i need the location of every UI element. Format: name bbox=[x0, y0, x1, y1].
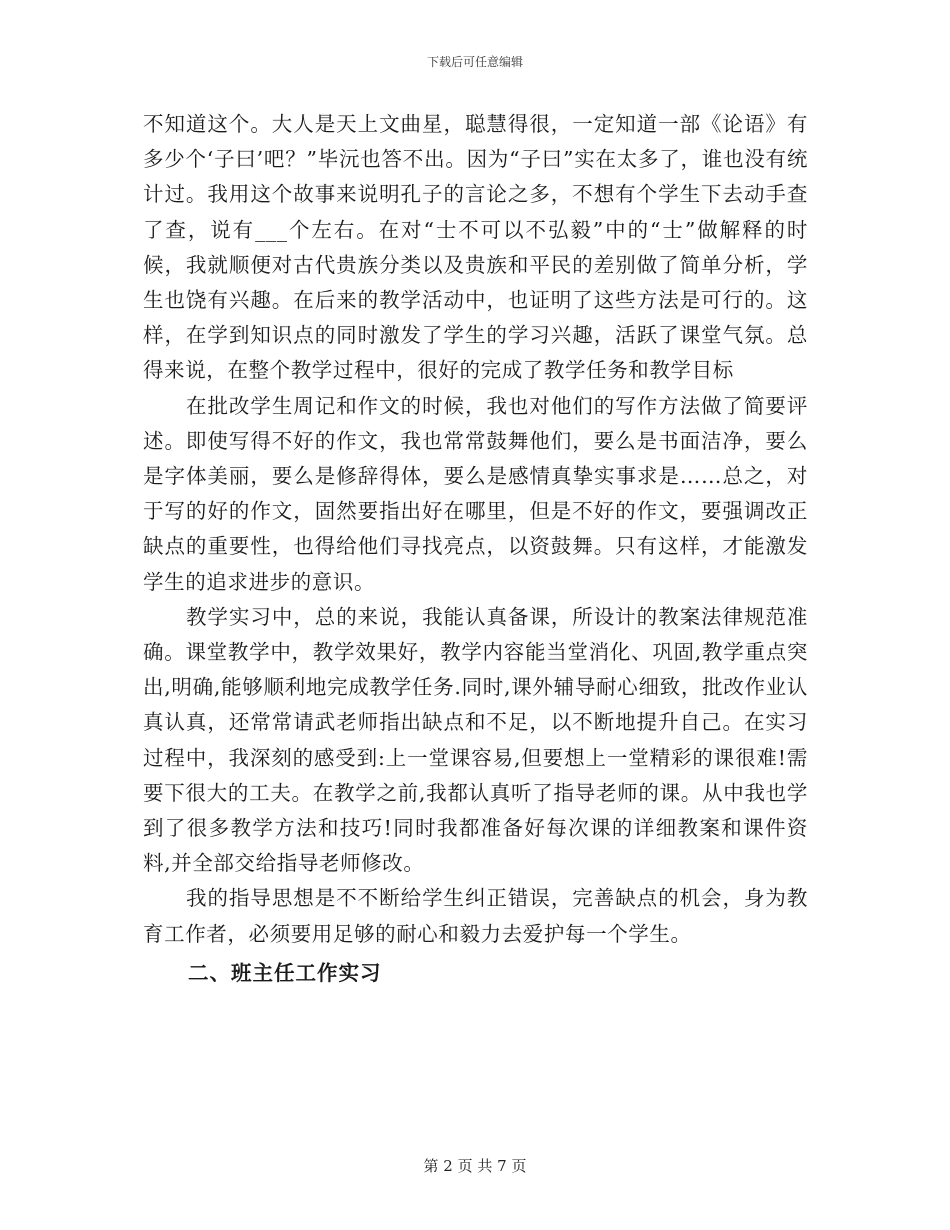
page-header: 下载后可任意编辑 bbox=[426, 55, 523, 69]
paragraph-4: 我的指导思想是不不断给学生纠正错误，完善缺点的机会，身为教育工作者，必须要用足够的耐心和毅力去爱护每一个学生。 bbox=[143, 886, 808, 946]
page-number: 第 2 页 共 7 页 bbox=[423, 1157, 527, 1175]
paragraph-2: 在批改学生周记和作文的时候，我也对他们的写作方法做了简要评述。即使写得不好的作文，我也常常鼓舞他们，要么是书面洁净，要么是字体美丽，要么是修辞得体，要么是感情真挚实事求是……总之，对于写的好的作文，固然要指出好在哪里，但是不好的作文，要强调改正缺点的重要性，也得给他们寻找亮点，以资鼓舞。只有这样，才能激发学生的追求进步的意识。 bbox=[143, 393, 808, 594]
section-heading: 二、班主任工作实习 bbox=[188, 960, 382, 985]
paragraph-3: 教学实习中，总的来说，我能认真备课，所设计的教案法律规范准确。课堂教学中，教学效果好，教学内容能当堂消化、巩固,教学重点突出,明确,能够顺利地完成教学任务.同时,课外辅导耐心细致，批改作业认真认真，还常常请武老师指出缺点和不足，以不断地提升自己。在实习过程中，我深刻的感受到:上一堂课容易,但要想上一堂精彩的课很难!需要下很大的工夫。在教学之前,我都认真听了指导老师的课。从中我也学到了很多教学方法和技巧!同时我都准备好每次课的详细教案和课件资料,并全部交给指导老师修改。 bbox=[143, 604, 808, 876]
paragraph-1: 不知道这个。大人是天上文曲星，聪慧得很，一定知道一部《论语》有多少个‘子曰’吧？”毕沅也答不出。因为“子曰”实在太多了，谁也没有统计过。我用这个故事来说明孔子的言论之多，不想有个学生下去动手查了查，说有___个左右。在对“士不可以不弘毅”中的“士”做解释的时候，我就顺便对古代贵族分类以及贵族和平民的差别做了简单分析，学生也饶有兴趣。在后来的教学活动中，也证明了这些方法是可行的。这样，在学到知识点的同时激发了学生的学习兴趣，活跃了课堂气氛。总得来说，在整个教学过程中，很好的完成了教学任务和教学目标 bbox=[143, 112, 808, 383]
document-body bbox=[143, 107, 808, 991]
